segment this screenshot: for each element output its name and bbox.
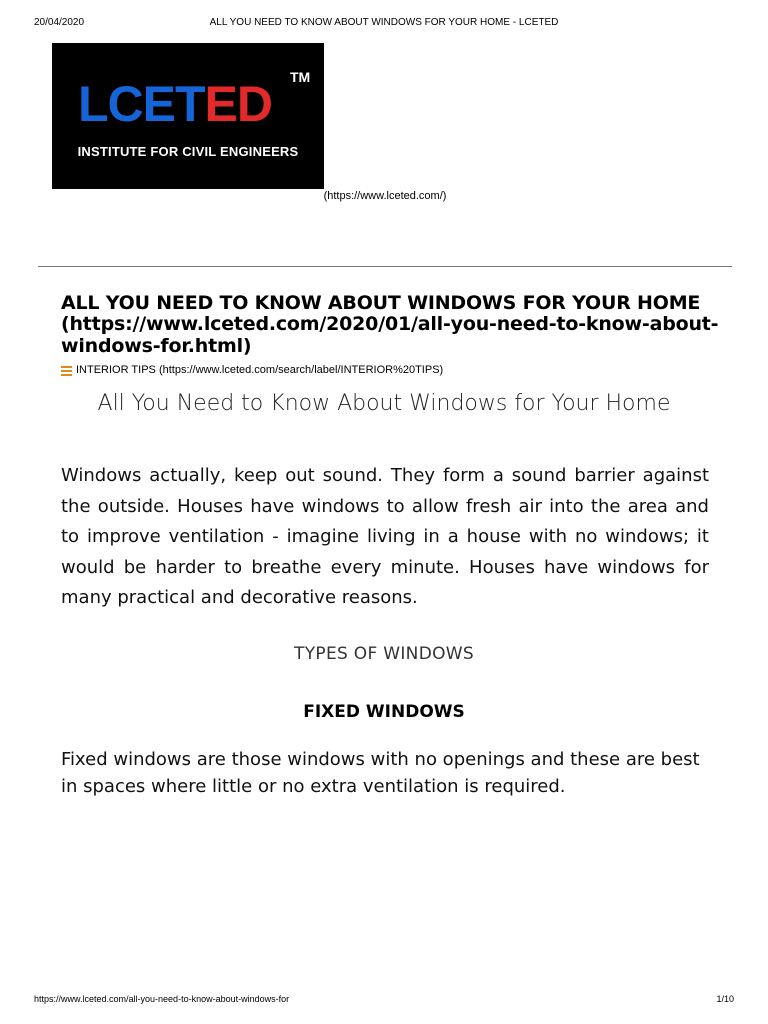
logo-wordmark [78,76,273,132]
logo-link-url[interactable]: (https://www.lceted.com/) [323,190,447,202]
article-title-line-3[interactable]: windows-for.html) [61,334,252,357]
list-icon [61,365,72,376]
category-url: (https://www.lceted.com/search/label/INTERIOR%20TIPS) [158,364,444,376]
logo-word-blue: LCET [78,76,205,132]
article-subtitle: All You Need to Know About Windows for Your Home [97,391,671,416]
logo-word-red: ED [204,76,273,132]
logo-trademark: TM [290,69,311,85]
divider [38,266,732,267]
print-page-title: ALL YOU NEED TO KNOW ABOUT WINDOWS FOR YOUR HOME - LCETED [209,17,559,28]
category-label: INTERIOR TIPS [76,364,156,376]
fixed-windows-heading: FIXED WINDOWS [303,702,465,722]
page-number: 1/10 [716,994,734,1004]
article-title[interactable] [61,293,721,357]
print-footer-url: https://www.lceted.com/all-you-need-to-know-about-windows-for [34,994,290,1004]
article-title-line-1[interactable]: ALL YOU NEED TO KNOW ABOUT WINDOWS FOR YOUR HOME [61,292,701,314]
logo-tagline: INSTITUTE FOR CIVIL ENGINEERS [77,144,299,159]
category-tag[interactable] [61,364,443,376]
intro-paragraph: Windows actually, keep out sound. They form a sound barrier against the outside. Houses have windows to allow fresh air into the area and to improve ventilation - imagine living in a house with no windows; it would be harder to breathe every minute. Houses have windows for many practical and decorative reasons. [61,465,709,608]
site-logo[interactable] [52,43,324,189]
article-title-line-2[interactable]: (https://www.lceted.com/2020/01/all-you-need-to-know-about- [61,313,719,336]
section-heading: TYPES OF WINDOWS [294,644,474,664]
print-date: 20/04/2020 [34,17,85,28]
category-link[interactable] [76,364,443,376]
fixed-windows-paragraph: Fixed windows are those windows with no openings and these are best in spaces where little or no extra ventilation is required. [61,749,700,797]
